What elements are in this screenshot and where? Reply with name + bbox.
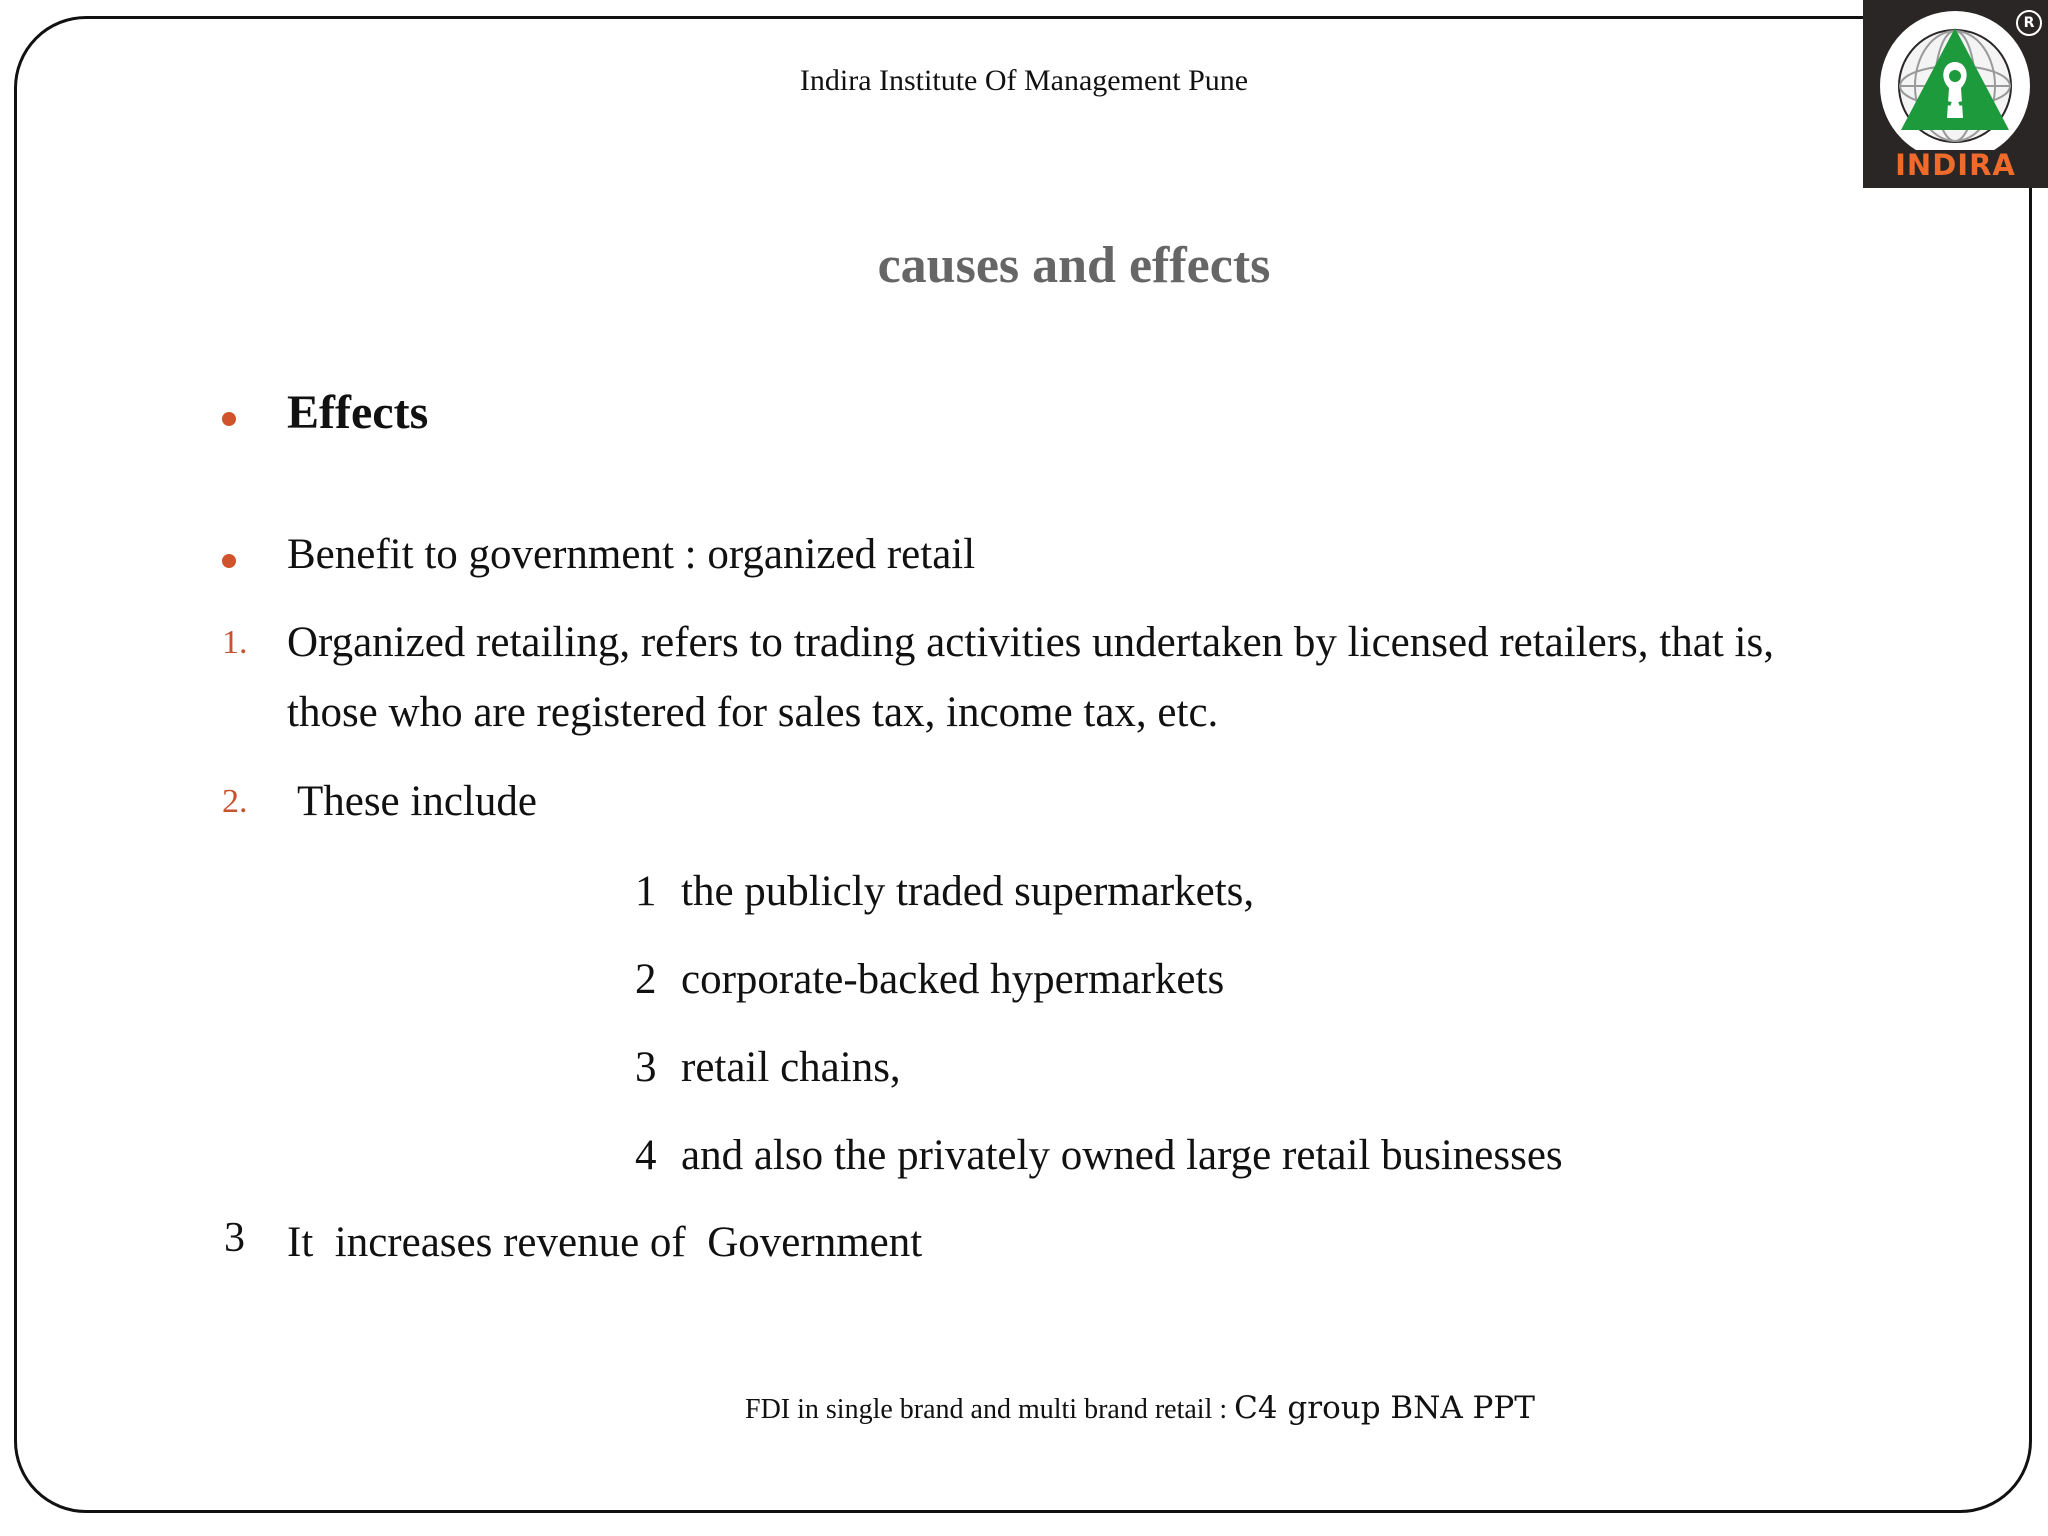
sub-item — [635, 862, 1254, 922]
sub-item-text: corporate-backed hypermarkets — [681, 956, 1225, 1003]
list-number: 2. — [222, 783, 248, 820]
list-number: 3 — [224, 1215, 245, 1261]
institute-header: Indira Institute Of Management Pune — [799, 64, 1249, 97]
sub-item — [635, 1038, 901, 1098]
benefit-text: Benefit to government : organized retail — [287, 531, 976, 578]
sub-item-number: 3 — [635, 1044, 657, 1091]
bullet-marker — [222, 554, 236, 568]
logo-text: INDIRA — [1895, 148, 2016, 182]
slide-footer — [745, 1390, 1535, 1426]
point-2-text: These include — [287, 778, 537, 825]
sub-item-text: and also the privately owned large retail businesses — [681, 1132, 1563, 1179]
sub-item-number: 2 — [635, 956, 657, 1003]
point-3-text: It increases revenue of Government — [287, 1219, 923, 1266]
point-1-line-2: those who are registered for sales tax, income tax, etc. — [287, 689, 1219, 736]
slide-title: causes and effects — [877, 237, 1271, 294]
indira-logo — [1863, 0, 2048, 188]
sub-item-text: the publicly traded supermarkets, — [681, 868, 1255, 915]
footer-topic: FDI in single brand and multi brand retail : — [745, 1394, 1235, 1425]
bullet-marker — [222, 412, 236, 426]
footer-group: C4 group BNA PPT — [1234, 1390, 1535, 1426]
list-number: 1. — [222, 624, 248, 661]
sub-item-number: 1 — [635, 868, 657, 915]
effects-heading: Effects — [287, 386, 429, 439]
point-1-line-1: Organized retailing, refers to trading activities undertaken by licensed retailers, that is, — [287, 619, 1774, 666]
registered-mark: R — [2016, 10, 2042, 36]
sub-item — [635, 1126, 1563, 1186]
sub-item-number: 4 — [635, 1132, 657, 1179]
sub-item-text: retail chains, — [681, 1044, 901, 1091]
sub-item — [635, 950, 1224, 1010]
